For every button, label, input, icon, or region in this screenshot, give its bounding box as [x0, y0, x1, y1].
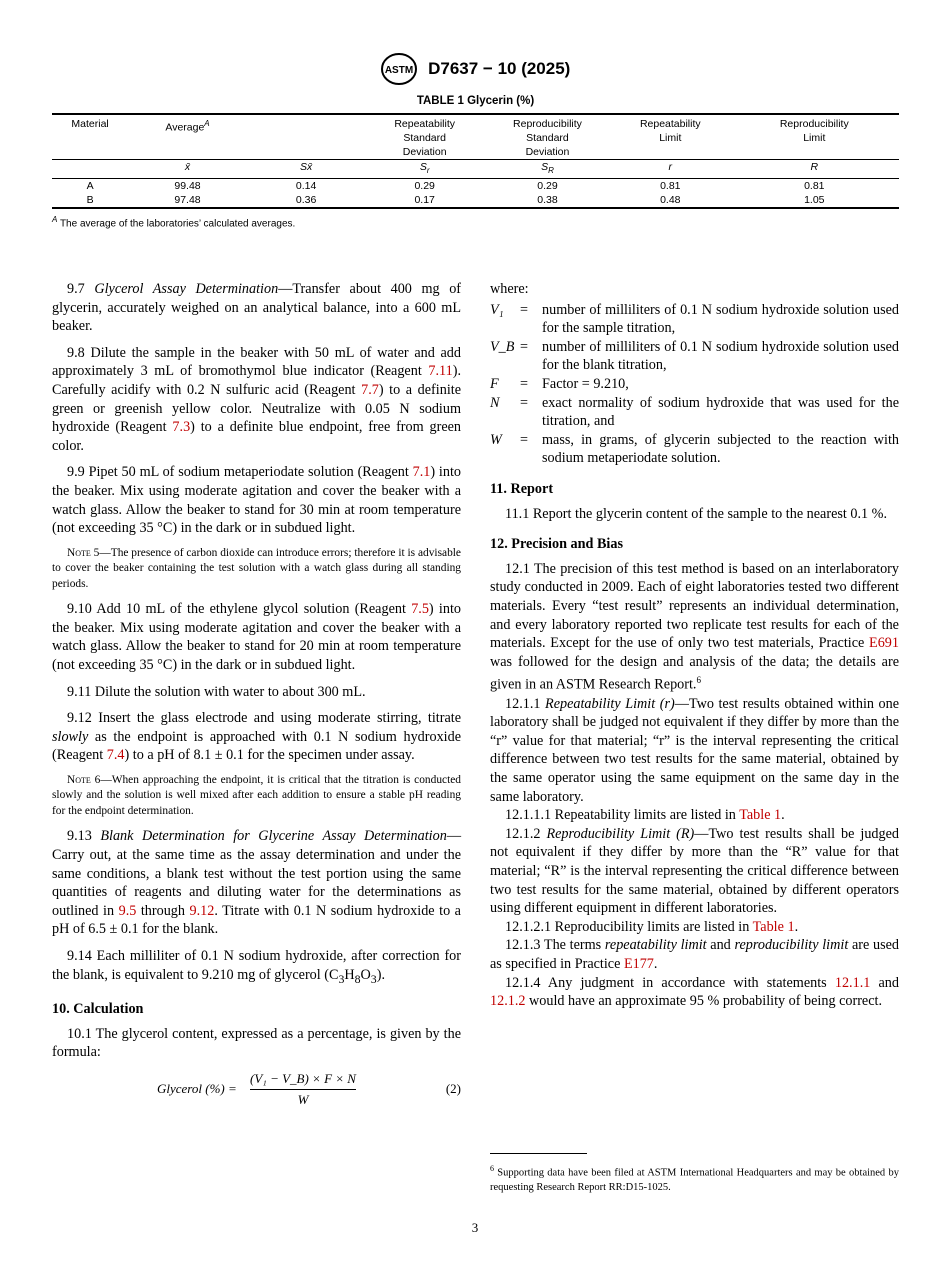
table-1	[52, 95, 899, 229]
cell-material: B	[52, 193, 128, 208]
paragraph-12-1-2: 12.1.2 Reproducibility Limit (R)—Two test results shall be judged not equivalent if they differ by more than the “R” value for that material; “R” is the interval representing the critical difference between two test results for the same material, obtained by different operators using different equipment in different laboratories.	[490, 825, 900, 917]
symbol-sR: $S_R$	[484, 160, 611, 179]
cell-sr: 0.17	[365, 193, 484, 208]
section-heading-report: 11. Report	[490, 480, 554, 497]
glycerol-formula	[52, 1070, 461, 1110]
link-section-9-5[interactable]: 9.5	[118, 902, 137, 919]
col-header-repeat-sd: Repeatability Standard Deviation	[365, 114, 484, 160]
table-row	[52, 179, 899, 194]
footnote-ref-6: 6	[696, 675, 701, 686]
paragraph-12-1: 12.1 The precision of this test method is based on an interlaboratory study conducted in 2009. Each of eight laboratories tested two different materials. Every “test result” represents an individual determination, and every laboratory reported two replicate test results for each of the materials. Except for the use of only two test materials, Practice E691 was followed for the design and analysis of the data; the details are given in an ASTM Research Report.$^6$	[490, 560, 899, 694]
definition-item: V_B = number of milliliters of 0.1 N sodium hydroxide solution used for the blank titration,	[490, 338, 899, 374]
paragraph-12-1-1-1: 12.1.1.1 Repeatability limits are listed in Table 1.	[505, 807, 785, 824]
cell-avg: 99.48	[174, 180, 201, 193]
paragraph-9-10: 9.10 Add 10 mL of the ethylene glycol solution (Reagent 7.5) into the beaker. Mix using moderate agitation and cover the beaker with a watch glass. Allow the beaker to stand for 20 min at room temperature (not exceeding 35 °C) in the dark or in subdued light.	[52, 601, 461, 673]
link-reagent-7-4[interactable]: 7.4	[106, 747, 125, 764]
paragraph-12-1-1: 12.1.1 Repeatability Limit (r)—Two test results obtained within one laboratory shall be judged not equivalent if they differ by more than the “r” value for that material; “r” is the interval representing the critical difference between two test results for the same material, obtained by the same operator using the same equipment on the same day in the same laboratory.	[490, 695, 900, 805]
link-section-12-1-1[interactable]: 12.1.1	[834, 974, 871, 991]
formula-numerator: (V₁ − V_B) × F × N	[250, 1070, 356, 1091]
col-header-material: Material	[52, 114, 128, 160]
col-header-repro-limit: Reproducibility Limit	[730, 114, 899, 160]
table-row	[52, 193, 899, 208]
symbol-R: R	[730, 160, 899, 179]
link-section-9-12[interactable]: 9.12	[189, 902, 215, 919]
symbol-avg: x̄	[128, 160, 247, 179]
astm-logo-icon	[380, 52, 418, 86]
cell-r: 0.81	[660, 180, 681, 193]
definition-item: F = Factor = 9.210,	[490, 375, 629, 392]
paragraph-9-12: 9.12 Insert the glass electrode and using moderate stirring, titrate slowly as the endpoint is approached with 0.1 N sodium hydroxide (Reagent 7.4) to a pH of 8.1 ± 0.1 for the specimen under assay.	[52, 710, 461, 764]
footnote-divider	[490, 1153, 587, 1154]
cell-avg: 97.48	[128, 193, 247, 208]
cell-R: 0.81	[804, 180, 825, 193]
table-title: TABLE 1 Glycerin (%)	[416, 95, 535, 107]
section-heading-precision-bias: 12. Precision and Bias	[490, 536, 623, 553]
paragraph-9-11: 9.11 Dilute the solution with water to about 300 mL.	[67, 683, 366, 700]
equation-number: (2)	[445, 1080, 461, 1096]
paragraph-9-13: 9.13 Blank Determination for Glycerine Assay Determination—Carry out, at the same time as the assay determination and under the same conditions, a blank test without the test portion using the same quantities of reagents and diluting water for the determinations as outlined in 9.5 through 9.12. Titrate with 0.1 N sodium hydroxide to a pH of 6.5 ± 0.1 for the blank.	[52, 828, 461, 938]
link-practice-e177[interactable]: E177	[623, 955, 654, 972]
col-header-empty	[247, 114, 366, 160]
link-reagent-7-5[interactable]: 7.5	[411, 601, 429, 618]
table-header-row	[52, 114, 899, 160]
left-column	[52, 280, 461, 1110]
symbol-sr: $S_r$	[365, 160, 484, 179]
formula-denominator: W	[297, 1092, 309, 1108]
table-footnote: $^A$ The average of the laboratories’ calculated averages.	[52, 215, 296, 230]
symbol-r: r	[611, 160, 730, 179]
paragraph-9-7: 9.7 Glycerol Assay Determination—Transfer about 400 mg of glycerin, accurately weighed on an analytical balance, into a 600 mL beaker.	[52, 281, 462, 335]
cell-sR: 0.29	[537, 180, 558, 193]
footnote-6: $^6$ Supporting data have been filed at ASTM International Headquarters and may be obtained by requesting Research Report RR:D15-1025.	[490, 1164, 899, 1193]
svg-text:ASTM: ASTM	[384, 65, 413, 76]
col-header-average: Average$^A$	[128, 114, 247, 160]
table-symbol-row	[52, 160, 899, 179]
cell-material: A	[86, 180, 94, 193]
symbol-sx: Sx̄	[247, 160, 366, 179]
formula-fraction	[250, 1070, 356, 1110]
col-header-repro-sd: Reproducibility Standard Deviation	[484, 114, 611, 160]
paragraph-9-9: 9.9 Pipet 50 mL of sodium metaperiodate solution (Reagent 7.1) into the beaker. Mix using moderate agitation and cover the beaker with a watch glass. Allow the beaker to stand for 30 min at room temperature (not exceeding 35 °C) in the dark or in subdued light.	[52, 464, 461, 537]
cell-sR: 0.38	[484, 193, 611, 208]
col-header-repeat-limit: Repeatability Limit	[611, 114, 730, 160]
cell-sr: 0.29	[414, 180, 435, 193]
cell-sx: 0.14	[295, 180, 317, 193]
page-number: 3	[471, 1220, 479, 1235]
link-practice-e691[interactable]: E691	[869, 635, 899, 652]
cell-r: 0.48	[611, 193, 730, 208]
cell-R: 1.05	[730, 193, 899, 208]
cell-sx: 0.36	[247, 193, 366, 208]
link-reagent-7-7[interactable]: 7.7	[361, 381, 379, 398]
paragraph-9-14: 9.14 Each milliliter of 0.1 N sodium hydroxide, after correction for the blank, is equivalent to 9.210 mg of glycerol $(C_3H_8O_3)$.	[52, 948, 461, 986]
definition-item: V₁ = number of milliliters of 0.1 N sodium hydroxide solution used for the sample titration,	[490, 301, 899, 337]
paragraph-9-8: 9.8 Dilute the sample in the beaker with 50 mL of water and add approximately 3 mL of bromothymol blue indicator (Reagent 7.11). Carefully acidify with 0.2 N sulfuric acid (Reagent 7.7) to a definite green or greenish yellow color. Neutralize with 0.05 N sodium hydroxide (Reagent 7.3) to a definite blue endpoint, free from green color.	[52, 344, 462, 454]
paragraph-11-1: 11.1 Report the glycerin content of the sample to the nearest 0.1 %.	[505, 505, 888, 522]
definition-item: N = exact normality of sodium hydroxide that was used for the titration, and	[490, 394, 899, 430]
note-5: Note 5—The presence of carbon dioxide can introduce errors; therefore it is advisable to cover the beaker containing the test solution with a watch glass during all standing periods.	[52, 546, 461, 590]
document-designation: D7637 − 10 (2025)	[428, 59, 571, 78]
definition-item: W = mass, in grams, of glycerin subjected to the reaction with sodium metaperiodate solution.	[490, 431, 899, 467]
paragraph-10-1: 10.1 The glycerol content, expressed as a percentage, is given by the formula:	[52, 1025, 461, 1061]
link-table-1[interactable]: Table 1	[752, 918, 795, 935]
section-heading-calculation: 10. Calculation	[52, 1001, 144, 1018]
paragraph-12-1-4: 12.1.4 Any judgment in accordance with statements 12.1.1 and 12.1.2 would have an approximate 95 % probability of being correct.	[490, 974, 899, 1010]
link-section-12-1-2[interactable]: 12.1.2	[490, 993, 526, 1010]
where-label: where:	[490, 281, 529, 297]
page-header	[0, 52, 950, 86]
link-table-1[interactable]: Table 1	[739, 807, 782, 824]
formula-lhs: Glycerol (%) =	[157, 1080, 237, 1096]
precision-table	[52, 113, 899, 209]
link-reagent-7-3[interactable]: 7.3	[172, 419, 191, 436]
link-reagent-7-1[interactable]: 7.1	[412, 464, 431, 481]
paragraph-12-1-2-1: 12.1.2.1 Reproducibility limits are listed in Table 1.	[505, 918, 799, 935]
note-6: Note 6—When approaching the endpoint, it is critical that the titration is conducted slowly and the solution is well mixed after each addition to ensure a stable pH reading for the endpoint determination.	[52, 773, 461, 817]
link-reagent-7-11[interactable]: 7.11	[428, 363, 453, 380]
paragraph-12-1-3: 12.1.3 The terms repeatability limit and reproducibility limit are used as specified in Practice E177.	[490, 937, 899, 972]
right-column	[490, 280, 899, 1011]
variable-definitions	[490, 301, 899, 468]
